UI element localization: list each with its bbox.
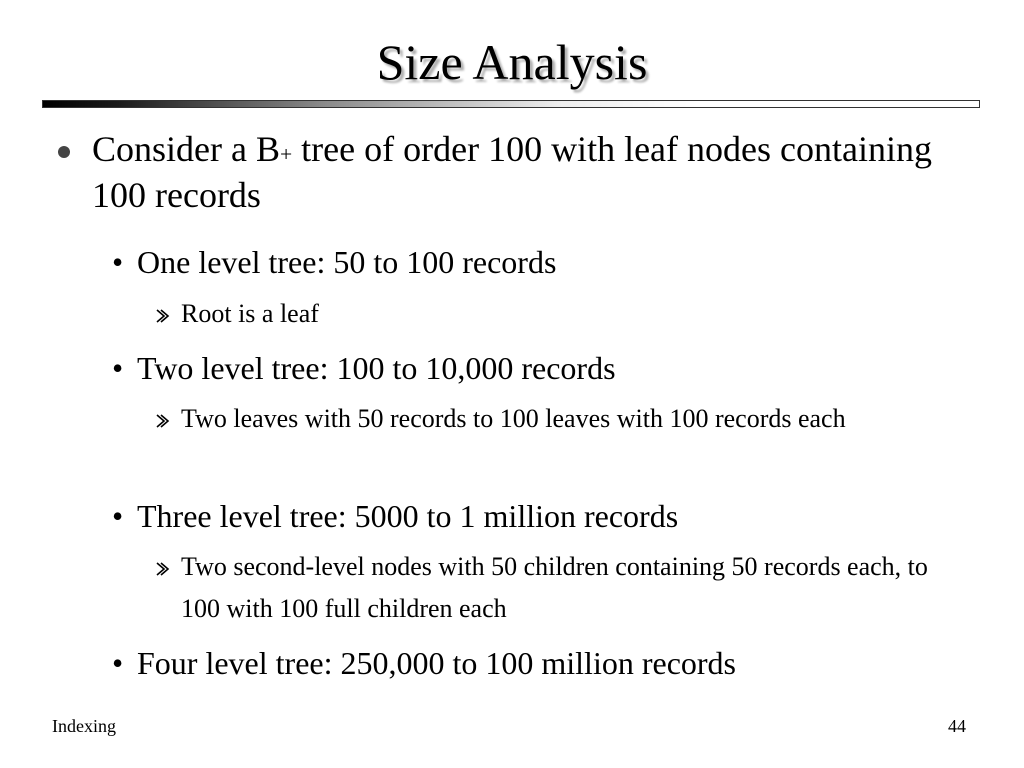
point-2-sub: Two leaves with 50 records to 100 leaves with 100 records each bbox=[181, 404, 846, 433]
main-bullet-superscript: + bbox=[279, 142, 293, 166]
point-4-text: Four level tree: 250,000 to 100 million records bbox=[137, 645, 736, 681]
main-bullet-text bbox=[92, 126, 972, 218]
point-1-sub: Root is a leaf bbox=[181, 299, 319, 328]
bullet-dot-icon: • bbox=[112, 645, 124, 681]
bullet-dot-icon: • bbox=[112, 350, 124, 386]
point-3-sub: Two second-level nodes with 50 children containing 50 records each, to 100 with 100 full children each bbox=[181, 552, 928, 623]
arrow-bullet-icon bbox=[154, 411, 170, 431]
main-bullet-prefix: Consider a B bbox=[92, 129, 280, 169]
point-3-text: Three level tree: 5000 to 1 million records bbox=[137, 498, 679, 534]
slide-title: Size Analysis bbox=[376, 34, 648, 90]
bullet-dot-icon: • bbox=[112, 244, 124, 280]
footer-section-label: Indexing bbox=[52, 716, 116, 736]
arrow-bullet-icon bbox=[154, 306, 170, 326]
point-1-text: One level tree: 50 to 100 records bbox=[137, 244, 557, 280]
page-number: 44 bbox=[948, 716, 966, 736]
bullet-dot-icon bbox=[58, 146, 70, 158]
point-2-text: Two level tree: 100 to 10,000 records bbox=[137, 350, 616, 386]
title-divider bbox=[42, 100, 980, 108]
main-bullet-suffix: tree of order 100 with leaf nodes containing 100 records bbox=[92, 129, 932, 215]
bullet-dot-icon: • bbox=[112, 498, 124, 534]
arrow-bullet-icon bbox=[154, 559, 170, 579]
